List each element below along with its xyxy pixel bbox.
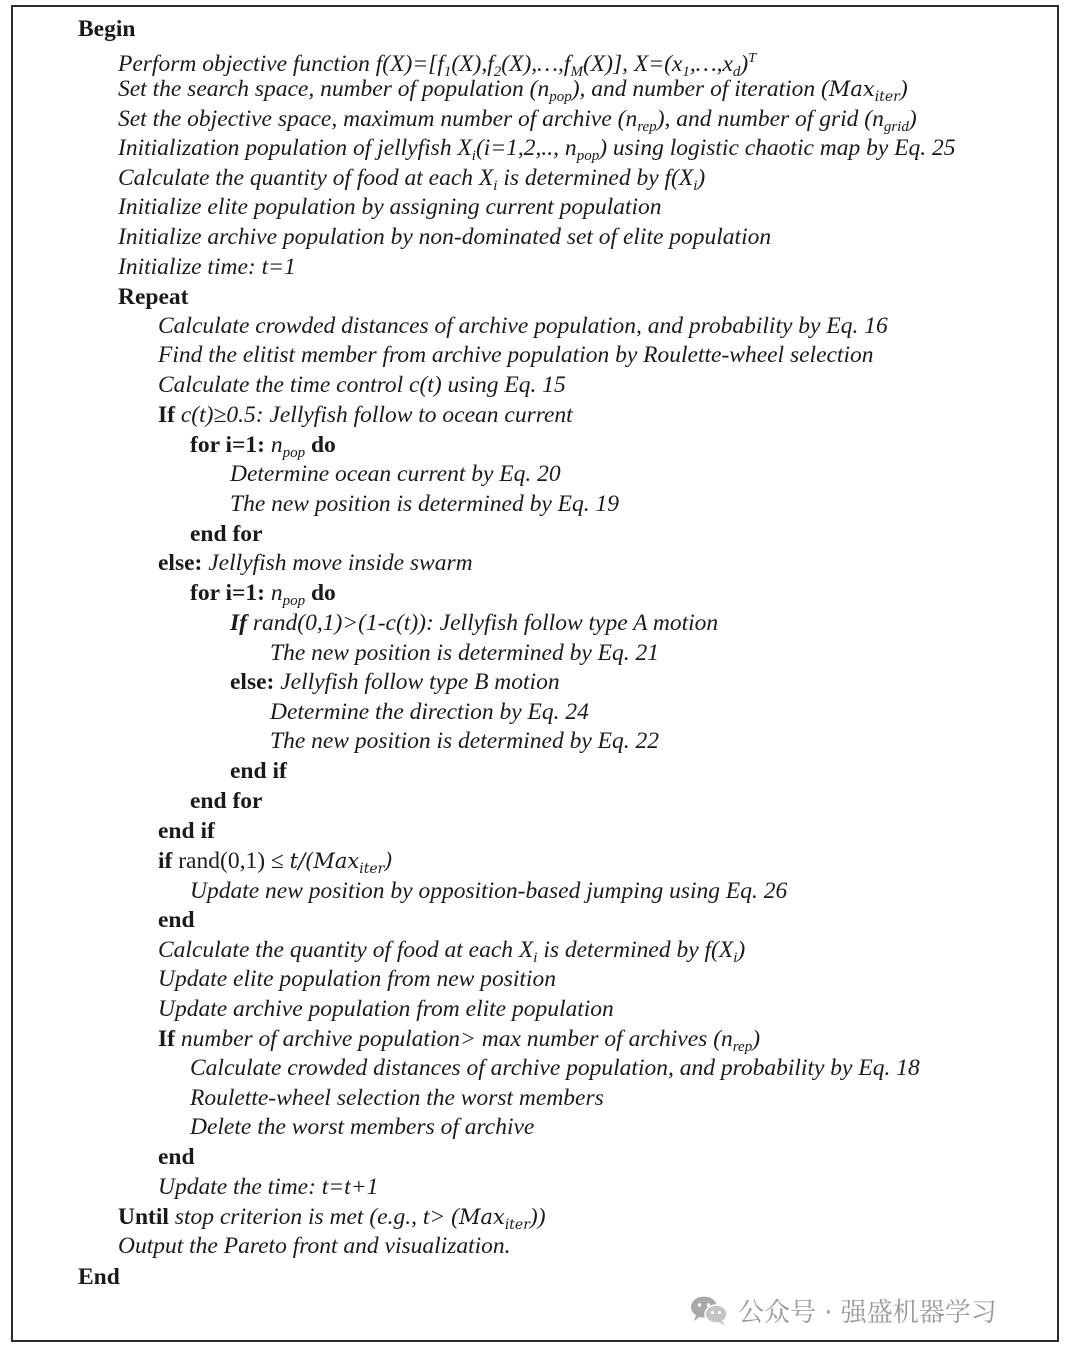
roulette-worst-line: Roulette-wheel selection the worst members (190, 1085, 604, 1111)
else-type-b-line: else: Jellyfish follow type B motion (230, 669, 560, 695)
calc-food-line-2: Calculate the quantity of food at each $X_i$ is determined by $f(X_i)$ (158, 937, 746, 966)
begin-keyword: Begin (78, 16, 136, 42)
calc-food-line-1: Calculate the quantity of food at each $X_i$ is determined by $f(X_i)$ (118, 165, 706, 194)
new-position-21-line: The new position is determined by Eq. 21 (270, 640, 660, 666)
init-population-line: Initialization population of jellyfish $X_i(i=1,2$,.., $n_{pop}$) using logistic chaotic map by Eq. 25 (118, 135, 956, 164)
output-pareto-line: Output the Pareto front and visualization. (118, 1233, 511, 1259)
wechat-icon (690, 1295, 728, 1325)
else-swarm-line: else: Jellyfish move inside swarm (158, 550, 473, 576)
objective-space-line: Set the objective space, maximum number of archive $(n_{rep})$, and number of grid $(n_{grid})$ (118, 106, 917, 135)
if-type-a-line: If rand(0,1)>(1-c(t)): Jellyfish follow type A motion (230, 610, 719, 636)
update-elite-line: Update elite population from new position (158, 966, 556, 992)
until-line: Until stop criterion is met (e.g., t> (Max$_{iter}$)) (118, 1204, 546, 1233)
for-loop-2: for i=1: $n_{pop}$ do (190, 580, 336, 609)
repeat-keyword: Repeat (118, 284, 189, 310)
new-position-19-line: The new position is determined by Eq. 19 (230, 491, 620, 517)
perform-objective-line: Perform objective function $f(X)=[f_1(X),f_2(X),\dots,f_M(X)]$, $X=(x_1,\dots,x_d)^T$ (118, 51, 757, 80)
watermark-text: 公众号 · 强盛机器学习 (738, 1297, 997, 1328)
end-if-1: end if (230, 758, 287, 784)
for-loop-1: for i=1: $n_{pop}$ do (190, 432, 336, 461)
end-for-2: end for (190, 788, 263, 814)
search-space-line: Set the search space, number of population $(n_{pop})$, and number of iteration (Max$_{iter}$) (118, 76, 908, 105)
crowded-distance-16-line: Calculate crowded distances of archive population, and probability by Eq. 16 (158, 313, 888, 339)
update-archive-line: Update archive population from elite population (158, 996, 614, 1022)
watermark (690, 1290, 997, 1330)
init-time-line: Initialize time: t=1 (118, 254, 296, 280)
end-for-1: end for (190, 521, 263, 547)
init-archive-line: Initialize archive population by non-dominated set of elite population (118, 224, 772, 250)
ocean-current-line: Determine ocean current by Eq. 20 (230, 461, 561, 487)
if-ocean-current-line: If c(t)≥0.5: Jellyfish follow to ocean current (158, 402, 573, 428)
end-keyword-1: end (158, 907, 195, 933)
end-keyword: End (78, 1264, 120, 1290)
direction-24-line: Determine the direction by Eq. 24 (270, 699, 589, 725)
if-jumping-line: if rand(0,1) ≤ t/(Max$_{iter}$) (158, 848, 393, 877)
update-time-line: Update the time: t=t+1 (158, 1174, 379, 1200)
if-archive-overflow-line: If number of archive population> max number of archives $(n_{rep})$ (158, 1026, 761, 1055)
new-position-22-line: The new position is determined by Eq. 22 (270, 728, 660, 754)
opposition-jumping-line: Update new position by opposition-based jumping using Eq. 26 (190, 878, 788, 904)
crowded-distance-18-line: Calculate crowded distances of archive population, and probability by Eq. 18 (190, 1055, 920, 1081)
elitist-member-line: Find the elitist member from archive population by Roulette-wheel selection (158, 342, 874, 368)
delete-worst-line: Delete the worst members of archive (190, 1114, 535, 1140)
end-if-2: end if (158, 818, 215, 844)
init-elite-line: Initialize elite population by assigning current population (118, 194, 662, 220)
end-keyword-2: end (158, 1144, 195, 1170)
time-control-line: Calculate the time control c(t) using Eq. 15 (158, 372, 566, 398)
